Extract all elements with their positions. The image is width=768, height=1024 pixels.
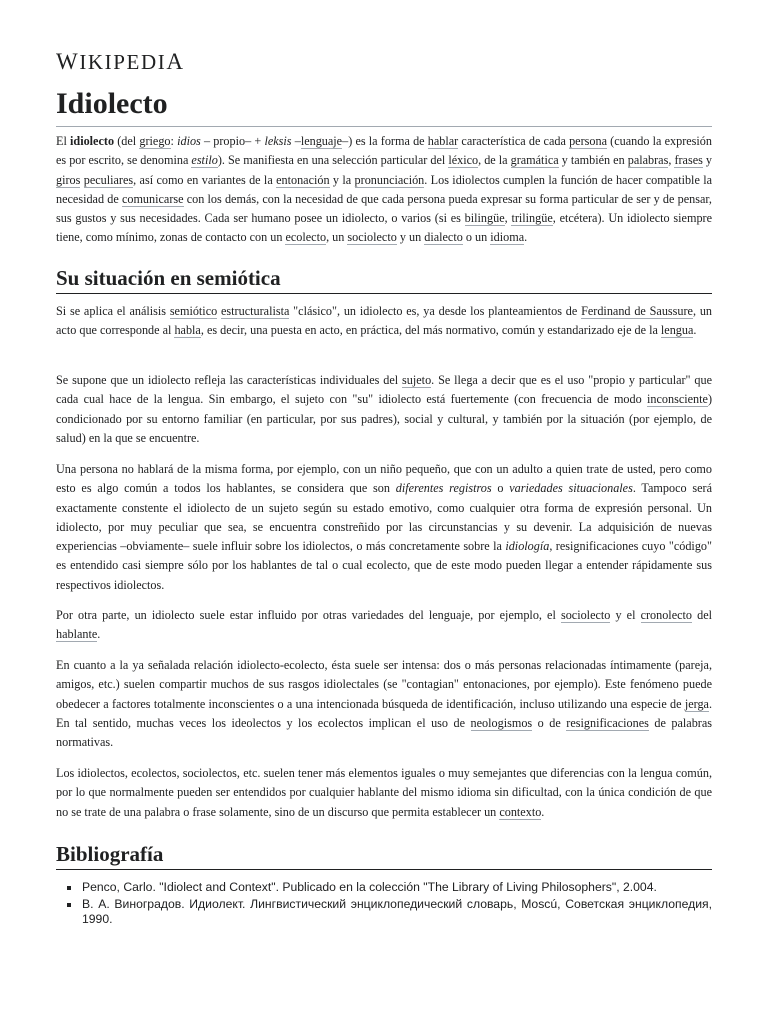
section-heading-semiotica: Su situación en semiótica (56, 265, 712, 294)
text-run: o de (532, 715, 567, 730)
intro-paragraph (56, 132, 712, 248)
article-link[interactable]: hablante (56, 627, 98, 642)
article-link[interactable]: griego (139, 134, 171, 148)
text-run: Se supone que un idiolecto refleja las características individuales del (56, 373, 403, 387)
bibliography-item: В. А. Виноградов. Идиолект. Лингвистический энциклопедический словарь, Moscú, Советская энциклопедия, 1990. (56, 897, 712, 927)
article-link[interactable]: persona (569, 134, 607, 148)
text-run: y la (329, 172, 355, 187)
article-link[interactable]: hablar (427, 134, 459, 148)
text-run: . (541, 804, 545, 819)
text-run: del (692, 608, 712, 622)
text-run: . En tal sentido, muchas veces los ideolectos y los ecolectos implican el uso de (56, 696, 712, 730)
bibliography-item: Penco, Carlo. "Idiolect and Context". Publicado en la colección "The Library of Living Philosophers", 2.004. (56, 880, 712, 895)
text-run: idiología (505, 539, 550, 554)
text-run: ). Se manifiesta en una selección particular del (217, 153, 449, 168)
text-run: y (702, 153, 713, 168)
paragraph-3 (56, 460, 712, 595)
text-run: diferentes registros (395, 481, 492, 496)
text-run: variedades situacionales (509, 481, 633, 496)
page-title: Idiolecto (56, 84, 712, 127)
article-link[interactable]: gramática (510, 153, 559, 168)
text-run: de palabras normativas. (56, 715, 712, 750)
text-run: , resignificaciones cuyo "código" es entendido casi siempre sólo por los hablantes de tal o cual ecolecto, que de este modo pueden llegar a entender rápidamente sus respectivos idiolectos. (56, 539, 712, 592)
text-run: En cuanto a la ya señalada relación idiolecto-ecolecto, ésta suele ser intensa: dos o más personas relacionadas íntimamente (pareja, amigos, etc.) suelen compartir muchos de sus rasgos idiolectales (se "contagian" entonaciones, por ejemplo). Este fenómeno puede obedecer a factores totalmente inconscientes o a una intencionada búsqueda de identificación, incluso utilizando una especie de (56, 658, 712, 711)
text-run: con los demás, con la necesidad de que cada persona pueda expresar su forma particular de ser y de pensar, sus gustos y sus necesidades. Cada ser humano posee un idiolecto, o varios (si es (56, 191, 712, 226)
paragraph-5 (56, 656, 712, 752)
article-link[interactable]: pronunciación (354, 172, 425, 187)
text-run: idiolecto (70, 134, 115, 148)
text-run: , etcétera). Un idiolecto siempre tiene, como mínimo, zonas de contacto con un (56, 211, 713, 245)
article-link[interactable]: contexto (499, 804, 542, 819)
text-run: característica de cada (458, 134, 570, 148)
article-link[interactable]: sujeto (402, 373, 432, 387)
paragraph-2 (56, 371, 712, 448)
article-link[interactable]: giros (56, 172, 81, 187)
article-link[interactable]: dialecto (424, 230, 463, 245)
text-run: idios (177, 134, 201, 148)
article-link[interactable]: estructuralista (221, 304, 290, 318)
text-run: El (56, 134, 71, 148)
text-run: o (491, 481, 510, 496)
text-run: . Tampoco será exactamente constente el idiolecto de un sujeto según su estado emotivo, como cualquier otra forma de expresión personal. Un idiolecto, por muy peculiar que sea, se encuentra constreñido por las circunstancias y su devenir. La adquisición de nuevas experiencias –obviamente– suele influir sobre los idiolectos, o más concretamente sobre la (56, 481, 713, 554)
text-run: Los idiolectos, ecolectos, sociolectos, etc. suelen tener más elementos iguales o muy semejantes que diferencias con la lengua común, por lo que normalmente pueden ser entendidos por cualquier hablante del mismo idioma sin dificultad, con la única condición de que no se trate de una palabra o frase solamente, sino de un discurso que permita establecer un (56, 766, 712, 819)
text-run: , un (326, 230, 348, 245)
article-link[interactable]: frases (674, 153, 703, 168)
article-link[interactable]: idioma (490, 230, 525, 245)
text-run: . Los idiolectos cumplen la función de hacer compatible la necesidad de (56, 172, 713, 206)
text-run: Por otra parte, un idiolecto suele estar influido por otras variedades del lenguaje, por ejemplo, el (56, 608, 561, 622)
text-run: y el (610, 608, 641, 622)
paragraph-1 (56, 302, 712, 341)
text-run: Si se aplica el análisis (56, 304, 170, 318)
article-link[interactable]: palabras (627, 153, 669, 168)
article-link[interactable]: jerga (684, 696, 709, 711)
paragraph-6 (56, 764, 712, 822)
text-run: (cuando la expresión es por escrito, se denomina (56, 134, 712, 168)
text-run: o un (462, 230, 491, 245)
article-link[interactable]: Ferdinand de Saussure (581, 304, 693, 318)
text-run: : (170, 134, 178, 148)
bibliography-list (56, 880, 712, 929)
article-link[interactable]: ecolecto (285, 230, 327, 245)
text-run: (del (114, 134, 140, 148)
article-link[interactable]: comunicarse (121, 191, 184, 206)
article-link[interactable]: sociolecto (347, 230, 397, 245)
text-run: "clásico", un idiolecto es, ya desde los planteamientos de (289, 304, 582, 318)
text-run: , (668, 153, 675, 168)
text-run: , (504, 211, 512, 226)
text-run: leksis (264, 134, 292, 148)
article-link[interactable]: sociolecto (560, 608, 611, 622)
text-run: , un acto que corresponde al (56, 304, 713, 338)
text-run: , así como en variantes de la (133, 172, 277, 187)
text-run: – (291, 134, 301, 148)
text-run: y también en (558, 153, 628, 168)
text-run: . Se llega a decir que es el uso "propio y particular" que cada cual hace de la lengua. Sin embargo, el sujeto con "su" idiolecto está fuertemente (con frecuencia de modo (56, 373, 713, 407)
section-heading-bibliografia: Bibliografía (56, 841, 712, 870)
article-link[interactable]: peculiares (83, 172, 134, 187)
text-run: . (524, 230, 528, 245)
paragraph-4 (56, 606, 712, 645)
article-link[interactable]: léxico (448, 153, 479, 168)
text-run: , de la (478, 153, 511, 168)
article-link[interactable]: inconsciente (647, 392, 708, 407)
wikipedia-logo[interactable]: WIKIPEDIA (56, 49, 185, 74)
text-run: y un (396, 230, 425, 245)
text-run: , es decir, una puesta en acto, en práctica, del más normativo, común y estandarizado eje de la (200, 323, 661, 338)
article-link[interactable]: lenguaje (300, 134, 343, 148)
article-link[interactable]: neologismos (470, 715, 533, 730)
text-run: . (97, 627, 101, 642)
article-link[interactable]: semiótico (169, 304, 218, 318)
article-link[interactable]: habla (174, 323, 201, 338)
article-link[interactable]: resignificaciones (566, 715, 649, 730)
article-link[interactable]: trilingüe (511, 211, 553, 226)
article-link[interactable]: estilo (191, 153, 218, 168)
text-run: ) condicionado por su entorno familiar (en particular, por sus padres), social y cultural, y también por la situación (por ejemplo, de salud) en la que se encuentre. (56, 392, 712, 445)
text-run: –) es la forma de (342, 134, 428, 148)
text-run: – propio– + (200, 134, 265, 148)
article-link[interactable]: bilingüe (464, 211, 505, 226)
article-link[interactable]: cronolecto (640, 608, 692, 622)
article-link[interactable]: entonación (276, 172, 330, 187)
text-run: . (693, 323, 697, 338)
article-link[interactable]: lengua (660, 323, 694, 338)
text-run: Una persona no hablará de la misma forma, por ejemplo, con un niño pequeño, que con un adulto a quien trate de usted, pero como esto es algo común a todos los hablantes, se considera que son (56, 462, 712, 496)
